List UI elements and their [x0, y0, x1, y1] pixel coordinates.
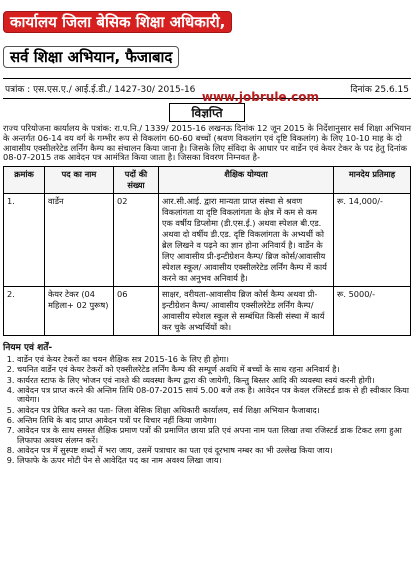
header [3, 6, 411, 72]
reference-date: दिनांक 25.6.15 [350, 85, 409, 95]
table-row [4, 194, 411, 287]
terms-title: नियम एवं शर्तें- [3, 343, 53, 354]
row-pay: रू. 14,000/- [334, 194, 411, 287]
terms-item: 9. लिफाफे के ऊपर मोटी पेन से आवेदित पद का नाम अवश्य लिखा जाय। [17, 456, 411, 465]
intro-paragraph: राज्य परियोजना कार्यालय के पत्रांक: रा.प.नि./ 1339/ 2015-16 लखनऊ दिनांक 12 जून 2015 के निर्देशानुसार सर्व शिक्षा अभियान के अन्तर्गत 06-14 वय वर्ग के गम्भीर रूप से विकलांग 60-60 बच्चों (श्रवण विकलांग एवं दृष्टि विकलांग) के लिए 10-10 माह के दो आवासीय एक्सीलरेटेड लर्निंग कैम्प का संचालन किया जाना है। जिसके लिए संविदा के आधार पर वार्डेन एवं केयर टेकर के पद हेतु दिनांक 08-07-2015 तक आवेदन पत्र आमंत्रित किया जाता है। जिसका विवरण निम्नवत है- [3, 123, 411, 163]
vacancy-table [3, 166, 411, 336]
header-no: क्रमांक [4, 167, 45, 194]
row-qualification: आर.सी.आई. द्वारा मान्यता प्राप्त संस्था से श्रवण विकलांगता या दृष्टि विकलांगता के क्षेत्र में कम से कम एक वर्षीय डिप्लोमा (डी.एस.ई.) अथवा स्पेशल बी.एड. अथवा दो वर्षीय डी.एड. दृष्टि विकलांगता के अभ्यर्थी को ब्रेल लिखने व पढ़ने का ज्ञान होना अनिवार्य है। वार्डेन के लिए आवासीय प्री-इन्टीग्रेशन कैम्प/ ब्रिज कोर्स/आवासीय स्पेशल स्कूल/ आवासीय एक्सीलरेटेड लर्निंग कैम्प में कार्य करने का अनुभव अनिवार्य है। [159, 194, 334, 287]
row-pay: रू. 5000/- [334, 287, 411, 336]
row-no: 2. [4, 287, 45, 336]
office-title: कार्यालय जिला बेसिक शिक्षा अधिकारी, [3, 11, 232, 33]
table-header-row [4, 167, 411, 194]
row-count: 02 [114, 194, 159, 287]
header-line-2 [3, 42, 411, 72]
row-count: 06 [114, 287, 159, 336]
terms-item: 3. कार्यरत स्टाफ के लिए भोजन एवं नाश्ते की व्यवस्था कैम्प द्वारा की जायेगी, किन्तु बिस्तर आदि की व्यवस्था स्वयं करनी होगी। [17, 376, 411, 385]
terms-item: 1. वार्डेन एवं केयर टेकरों का चयन शैक्षिक सत्र 2015-16 के लिए ही होगा। [17, 355, 411, 364]
terms-item: 7. आवेदन पत्र के साथ समस्त शैक्षिक प्रमाण पत्रों की प्रमाणित छाया प्रति एवं अपना नाम पता लिखा तथा रजिस्टर्ड डाक टिकट लगा हुआ लिफाफा अवश्य संलग्न करें। [17, 426, 411, 445]
watermark-text: www.jobrule.com [201, 90, 319, 104]
table-row [4, 287, 411, 336]
terms-list [3, 355, 411, 465]
header-post: पद का नाम [45, 167, 114, 194]
header-pay: मानदेय प्रतिमाह [334, 167, 411, 194]
terms-item: 5. आवेदन पत्र प्रेषित करने का पता- जिला बेसिक शिक्षा अधिकारी कार्यालय, सर्व शिक्षा अभियान फैजाबाद। [17, 406, 411, 415]
terms-item: 2. चयनित वार्डेन एवं केयर टेकरों को एक्सीलरेटेड लर्निंग कैम्प की सम्पूर्ण अवधि में बच्चों के साथ रहना अनिवार्य है। [17, 365, 411, 374]
reference-number: पत्रांक : एस.एस.ए./ आई.ई.डी./ 1427-30/ 2015-16 [5, 85, 196, 95]
row-post: केयर टेकर (04 महिला+ 02 पुरूष) [45, 287, 114, 336]
row-no: 1. [4, 194, 45, 287]
header-count: पदों की संख्या [114, 167, 159, 194]
campaign-title: सर्व शिक्षा अभियान, फैजाबाद [3, 46, 179, 68]
terms-item: 8. आवेदन पत्र में सुस्पष्ट शब्दों में भरा जाय, उसमें पत्राचार का पता एवं दूरभाष नम्बर का भी उल्लेख किया जाय। [17, 446, 411, 455]
terms-item: 6. अन्तिम तिथि के बाद प्राप्त आवेदन पत्रों पर विचार नहीं किया जायेगा। [17, 416, 411, 425]
notice-page [0, 6, 414, 576]
header-qualification: शैक्षिक योग्यता [159, 167, 334, 194]
terms-item: 4. आवेदन पत्र प्राप्त करने की अन्तिम तिथि 08-07-2015 सायं 5.00 बजे तक है। आवेदन पत्र केवल रजिस्टर्ड डाक से ही स्वीकार किया जायेगा। [17, 386, 411, 405]
row-post: वार्डेन [45, 194, 114, 287]
header-line-1 [3, 6, 411, 38]
row-qualification: साक्षर, वरीयता-आवासीय ब्रिज कोर्स कैम्प अथवा प्री-इन्टीग्रेशन कैम्प/ आवासीय एक्सीलरेटेड लर्निंग कैम्प/ आवासीय स्पेशल स्कूल से सम्बंधित किसी संस्था में कार्य कर चुके अभ्यर्थियों को। [159, 287, 334, 336]
notice-heading: विज्ञप्ति [169, 103, 245, 122]
